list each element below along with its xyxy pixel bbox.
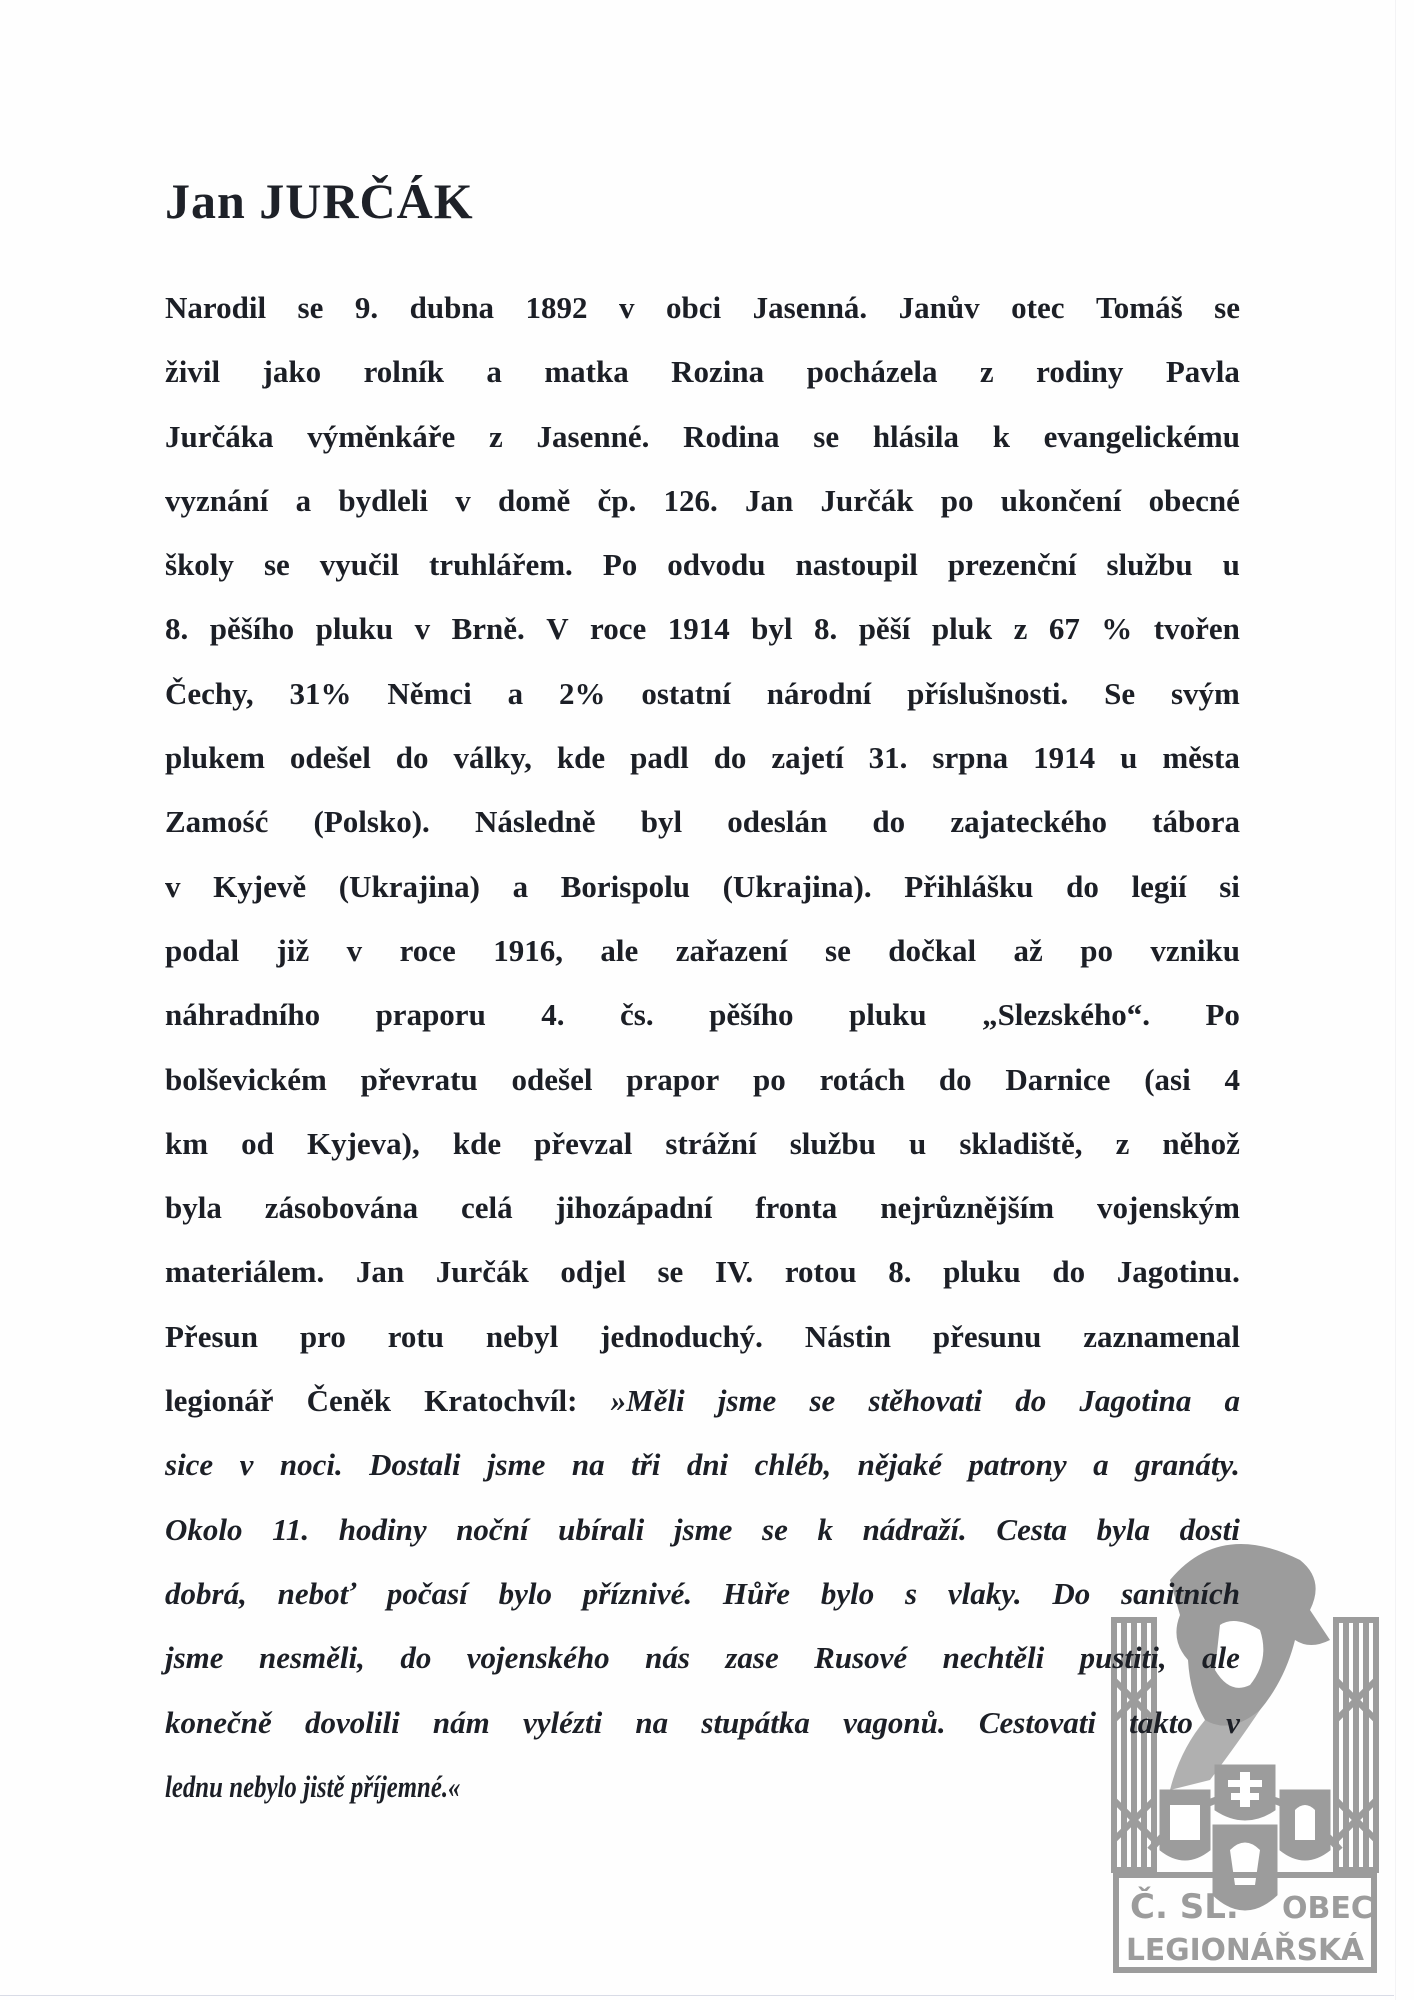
word: a [486, 354, 502, 390]
quote-word: ubírali [558, 1511, 645, 1547]
quote-word: Cesta [996, 1511, 1068, 1547]
quote-word: nesměli, [258, 1640, 365, 1676]
text-line [165, 1703, 1240, 1767]
word: Čechy, [165, 675, 254, 711]
word: pro [299, 1318, 346, 1354]
quote-word: Cestovati [978, 1704, 1096, 1740]
word: něhož [1162, 1125, 1240, 1161]
word: Jurčáka [165, 418, 274, 454]
text-line [165, 867, 1240, 931]
word: truhlářem. [429, 547, 573, 583]
word: V [546, 611, 569, 647]
word: jednoduchý. [600, 1318, 763, 1354]
quote-word: Dostali [369, 1447, 461, 1483]
word: rotu [387, 1318, 444, 1354]
quote-word: do [1015, 1383, 1047, 1419]
quote-word: nějaké [857, 1447, 943, 1483]
word: ukončení [1000, 482, 1122, 518]
word: svým [1170, 675, 1240, 711]
text-line [165, 931, 1240, 995]
text-line [165, 995, 1240, 1059]
word: byl [640, 804, 683, 840]
word: města [1162, 740, 1240, 776]
word: do [395, 740, 429, 776]
word: Jasenné. [536, 418, 650, 454]
word: roce [590, 611, 647, 647]
word: Janův [898, 290, 980, 325]
word: pluk [931, 611, 993, 647]
word: živil [165, 354, 221, 390]
word: prezenční [947, 547, 1077, 583]
word: zajetí [771, 740, 844, 776]
word: a [507, 675, 524, 711]
word: zaznamenal [1083, 1318, 1240, 1354]
word: odešel [511, 1061, 593, 1097]
quote-word: konečně [165, 1704, 272, 1740]
quote-word: Do [1052, 1575, 1091, 1611]
word: byl [751, 611, 793, 647]
word: do [713, 740, 747, 776]
word: Tomáš [1095, 290, 1183, 325]
quote-word: takto [1129, 1704, 1193, 1740]
word: (asi [1144, 1061, 1191, 1097]
word: prapor [626, 1061, 720, 1097]
word: od [241, 1125, 274, 1161]
word: Jan [355, 1254, 405, 1290]
word: 2% [558, 675, 606, 711]
text-line [165, 609, 1240, 673]
word: převratu [360, 1061, 478, 1097]
word: matka [544, 354, 629, 390]
quote-word: tři [631, 1447, 661, 1483]
text-line [165, 738, 1240, 802]
word: pluku [315, 611, 394, 647]
page-edge-bottom [0, 1995, 1394, 1996]
word: převzal [534, 1125, 633, 1161]
word: jako [262, 354, 322, 390]
word: Nástin [804, 1318, 891, 1354]
word: Jurčák [820, 482, 914, 518]
quote-word: neboť [277, 1575, 357, 1611]
word: vojenským [1097, 1190, 1240, 1226]
text-line [165, 417, 1240, 481]
word: roce [399, 932, 456, 968]
quote-word: dni [686, 1447, 729, 1483]
word: službu [789, 1125, 876, 1161]
word: obecné [1148, 482, 1240, 518]
word: z [1115, 1125, 1130, 1161]
quote-word: pustiti, [1079, 1640, 1167, 1676]
quote-word: příjemné.« [350, 1768, 461, 1804]
word: z [979, 354, 994, 390]
word: IV. [714, 1254, 754, 1290]
word: fronta [755, 1190, 838, 1226]
word: do [938, 1061, 972, 1097]
word: do [1066, 868, 1099, 904]
word: rotách [819, 1061, 906, 1097]
word: války, [453, 740, 532, 776]
word: Darnice [1005, 1061, 1111, 1097]
text-line [165, 352, 1240, 416]
word: již [276, 932, 310, 968]
word: zařazení [675, 932, 788, 968]
word: pluku [943, 1254, 1021, 1290]
word: se [297, 290, 324, 325]
quote-word: sice [165, 1447, 214, 1483]
word: legií [1131, 868, 1187, 904]
word: školy [165, 547, 234, 583]
fasces-right-icon [1336, 1620, 1376, 1870]
word: Jurčák [435, 1254, 529, 1290]
quote-word: byla [1096, 1511, 1150, 1547]
quote-word: noční [456, 1511, 529, 1547]
word: odeslán [727, 804, 828, 840]
text-line [165, 1124, 1240, 1188]
word: v [455, 482, 471, 518]
word: srpna [932, 740, 1009, 776]
word: odjel [560, 1254, 626, 1290]
word: a [512, 868, 529, 904]
word: domě [497, 482, 571, 518]
word: podal [165, 932, 240, 968]
quote-word: na [635, 1704, 669, 1740]
text-line [165, 1510, 1240, 1574]
quote-word: stupátka [701, 1704, 810, 1740]
word: v [619, 290, 635, 325]
quote-word: lednu [165, 1768, 223, 1804]
word: padl [630, 740, 689, 776]
word: až [1013, 932, 1043, 968]
word: Rozina [671, 354, 765, 390]
word: pěší [858, 611, 911, 647]
word: v [414, 611, 431, 647]
text-line [165, 1767, 1025, 1831]
quote-word: v [1226, 1704, 1240, 1740]
word: skladiště, [959, 1125, 1083, 1161]
word: 4. [541, 997, 565, 1033]
word: bydleli [338, 482, 428, 518]
document-title: Jan JURČÁK [165, 173, 474, 229]
word: 8. [165, 611, 189, 647]
quote-word: Hůře [722, 1575, 791, 1611]
quote-word: granáty. [1135, 1447, 1240, 1483]
word: Se [1104, 675, 1136, 711]
word: Následně [474, 804, 596, 840]
word: přesunu [932, 1318, 1042, 1354]
word: byla [165, 1190, 222, 1226]
logo-text-obec: OBEC [1282, 1891, 1373, 1926]
quote-word: »Měli [610, 1383, 685, 1419]
word: 1916, [493, 932, 563, 968]
quote-word: na [571, 1447, 605, 1483]
word: ostatní [641, 675, 731, 711]
word: 31% [289, 675, 352, 711]
word: zásobována [264, 1190, 419, 1226]
quote-word: se [809, 1383, 836, 1419]
word: po [1080, 932, 1113, 968]
word: Přesun [165, 1318, 258, 1354]
word: národní [766, 675, 872, 711]
word: celá [460, 1190, 513, 1226]
word: Brně. [451, 611, 525, 647]
word: 31. [868, 740, 908, 776]
word: se [825, 932, 851, 968]
quote-word: dosti [1179, 1511, 1240, 1547]
word: odešel [289, 740, 371, 776]
word: zajateckého [950, 804, 1107, 840]
quote-word: stěhovati [868, 1383, 983, 1419]
word: 67 [1048, 611, 1080, 647]
quote-word: chléb, [754, 1447, 832, 1483]
word: 4 [1224, 1061, 1240, 1097]
quote-word: vagonů. [843, 1704, 946, 1740]
word: Jasenná. [752, 290, 868, 325]
text-line [165, 1445, 1240, 1509]
quote-word: nádraží. [862, 1511, 967, 1547]
word: rotou [784, 1254, 857, 1290]
text-line [165, 288, 1240, 352]
word: Kratochvíl: [424, 1383, 578, 1419]
quote-word: vojenského [466, 1640, 610, 1676]
word: vyznání [165, 482, 269, 518]
word: evangelickému [1043, 418, 1240, 454]
word: nebyl [485, 1318, 559, 1354]
biography-paragraph [165, 288, 1240, 1831]
quote-word: Jagotina [1079, 1383, 1192, 1419]
word: praporu [375, 997, 486, 1033]
quote-word: Rusové [814, 1640, 908, 1676]
quote-word: Okolo [165, 1511, 243, 1547]
logo-text-cs: Č. SL. [1130, 1887, 1239, 1927]
word: Jagotinu. [1116, 1254, 1240, 1290]
quote-word: vylézti [523, 1704, 603, 1740]
quote-word: vlaky. [947, 1575, 1022, 1611]
word: Čeněk [306, 1383, 392, 1419]
quote-word: a [1093, 1447, 1109, 1483]
quote-word: jsme [486, 1447, 546, 1483]
text-line [165, 802, 1240, 866]
word: plukem [165, 740, 265, 776]
word: se [657, 1254, 684, 1290]
word: Němci [387, 675, 472, 711]
quote-word: nás [645, 1640, 690, 1676]
quote-word: zase [725, 1640, 779, 1676]
word: odvodu [667, 547, 766, 583]
word: nastoupil [795, 547, 918, 583]
text-line [165, 1252, 1240, 1316]
quote-word: hodiny [338, 1511, 427, 1547]
logo-text-legionarska: LEGIONÁŘSKÁ [1126, 1933, 1367, 1968]
word: do [1052, 1254, 1086, 1290]
quote-word: bylo [498, 1575, 552, 1611]
word: 1892 [525, 290, 588, 325]
quote-word: v [239, 1447, 254, 1483]
quote-word: dovolili [304, 1704, 400, 1740]
word: Narodil [165, 290, 267, 325]
word: z [1013, 611, 1028, 647]
text-line [165, 481, 1240, 545]
word: pocházela [806, 354, 938, 390]
word: hlásila [872, 418, 959, 454]
quote-word: bylo [820, 1575, 875, 1611]
quote-word: 11. [272, 1511, 310, 1547]
word: pěšího [709, 997, 794, 1033]
text-line [165, 1317, 1240, 1381]
quote-word: sanitních [1121, 1575, 1240, 1611]
quote-word: počasí [386, 1575, 468, 1611]
quote-word: se [762, 1511, 788, 1547]
quote-word: jistě [303, 1768, 345, 1804]
word: z [489, 418, 503, 454]
word: po [940, 482, 974, 518]
word: obci [666, 290, 722, 325]
text-line [165, 1638, 1240, 1702]
text-line [165, 1188, 1240, 1252]
word: rodiny [1036, 354, 1124, 390]
word: dubna [409, 290, 495, 325]
word: a [295, 482, 312, 518]
word: se [1214, 290, 1240, 325]
quote-word: nechtěli [942, 1640, 1045, 1676]
word: se [813, 418, 840, 454]
word: Jan [745, 482, 794, 518]
word: u [1120, 740, 1138, 776]
word: Kyjevě [213, 868, 307, 904]
word: pluku [849, 997, 927, 1033]
quote-word: dobrá, [165, 1575, 247, 1611]
word: vzniku [1150, 932, 1240, 968]
quote-word: k [817, 1511, 833, 1547]
word: Zamość [165, 804, 269, 840]
word: 126. [663, 482, 718, 518]
word: materiálem. [165, 1254, 325, 1290]
word: Po [602, 547, 638, 583]
word: „Slezského“. [982, 997, 1150, 1033]
quote-word: noci. [279, 1447, 343, 1483]
word: km [165, 1125, 209, 1161]
word: v [165, 868, 181, 904]
text-line [165, 1060, 1240, 1124]
word: 1914 [1033, 740, 1096, 776]
quote-word: příznivé. [582, 1575, 693, 1611]
text-line [165, 545, 1240, 609]
word: 8. [888, 1254, 912, 1290]
word: bolševickém [165, 1061, 327, 1097]
word: kde [556, 740, 606, 776]
word: 8. [813, 611, 838, 647]
word: tvořen [1153, 611, 1240, 647]
quote-word: jsme [165, 1640, 224, 1676]
word: Pavla [1165, 354, 1240, 390]
word: 1914 [667, 611, 730, 647]
word: náhradního [165, 997, 321, 1033]
quote-word: jsme [673, 1511, 733, 1547]
word: vyučil [319, 547, 400, 583]
text-line [165, 1574, 1240, 1638]
word: Rodina [683, 418, 780, 454]
word: v [346, 932, 363, 968]
word: k [992, 418, 1010, 454]
quote-word: do [400, 1640, 432, 1676]
word: % [1101, 611, 1133, 647]
quote-word: ale [1202, 1640, 1240, 1676]
word: do [872, 804, 906, 840]
word: čs. [620, 997, 654, 1033]
word: Kyjeva), [306, 1125, 420, 1161]
word: nejrůznějším [880, 1190, 1055, 1226]
word: si [1219, 868, 1240, 904]
quote-word: nebylo [229, 1768, 297, 1804]
word: (Ukrajina). [722, 868, 872, 904]
word: příslušnosti. [907, 675, 1069, 711]
word: po [753, 1061, 786, 1097]
word: legionář [165, 1383, 274, 1419]
word: u [1222, 547, 1240, 583]
word: čp. [597, 482, 637, 518]
quote-word: a [1224, 1383, 1240, 1419]
word: rolník [363, 354, 444, 390]
word: u [908, 1125, 927, 1161]
quote-word: nám [432, 1704, 490, 1740]
word: (Ukrajina) [338, 868, 480, 904]
word: kde [452, 1125, 502, 1161]
word: jihozápadní [555, 1190, 713, 1226]
word: dočkal [888, 932, 977, 968]
word: ale [600, 932, 639, 968]
word: Přihlášku [904, 868, 1034, 904]
word: výměnkáře [307, 418, 456, 454]
word: tábora [1152, 804, 1240, 840]
quote-word: jsme [717, 1383, 777, 1419]
text-line [165, 1381, 1240, 1445]
word: se [263, 547, 290, 583]
word: pěšího [209, 611, 295, 647]
word: (Polsko). [313, 804, 430, 840]
word: Borispolu [560, 868, 690, 904]
word: službu [1106, 547, 1193, 583]
word: strážní [665, 1125, 757, 1161]
word: 9. [354, 290, 379, 325]
text-line [165, 674, 1240, 738]
word: otec [1011, 290, 1065, 325]
word: Po [1205, 997, 1240, 1033]
page-edge-right [1395, 0, 1396, 2000]
quote-word: s [905, 1575, 918, 1611]
quote-word: patrony [968, 1447, 1067, 1483]
